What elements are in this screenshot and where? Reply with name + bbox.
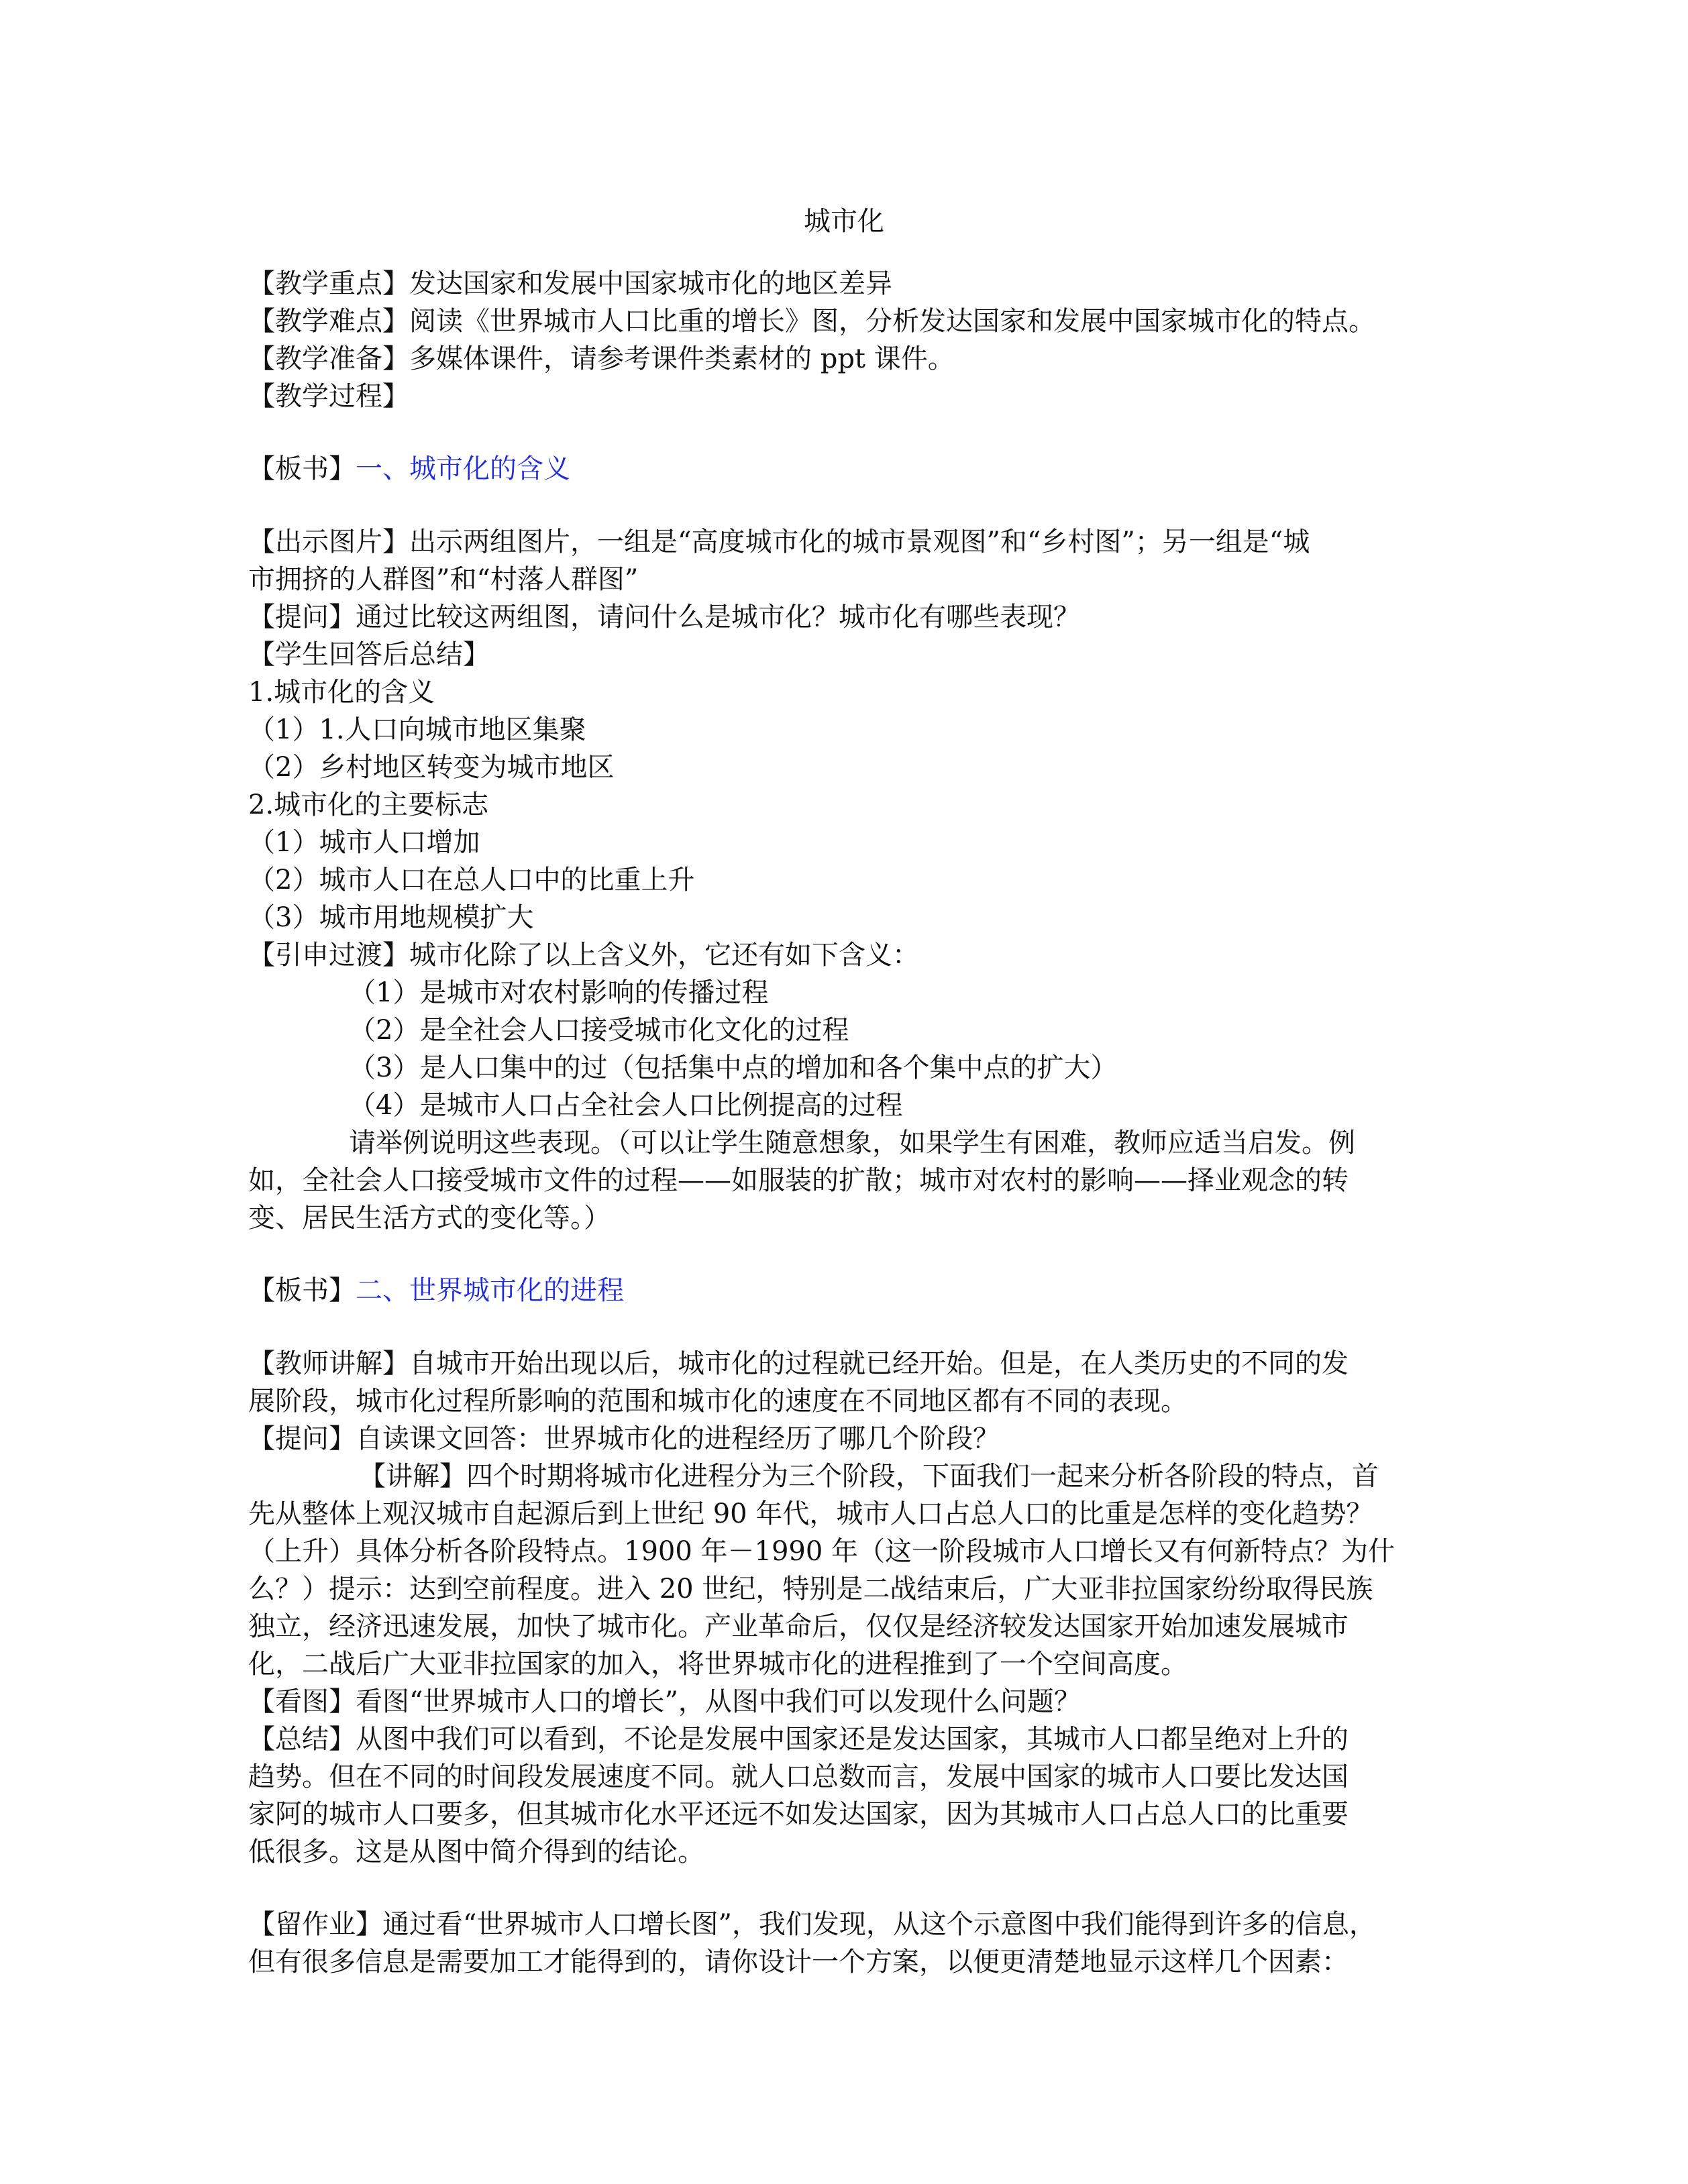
section2-title: 二、世界城市化的进程 xyxy=(356,1275,624,1306)
section1-line: 2.城市化的主要标志 xyxy=(248,789,489,820)
section1-tag: 【板书】 xyxy=(248,453,356,484)
section1-line: （1）城市人口增加 xyxy=(248,827,480,858)
section1-line: 【学生回答后总结】 xyxy=(248,639,490,670)
section2-line: 【看图】看图“世界城市人口的增长”，从图中我们可以发现什么问题？ xyxy=(248,1686,1081,1717)
example-paragraph-line: 变、居民生活方式的变化等。） xyxy=(248,1203,611,1234)
meaning-item: （2）是全社会人口接受城市化文化的过程 xyxy=(349,1015,849,1046)
section1-line: 市拥挤的人群图”和“村落人群图” xyxy=(248,564,639,595)
section1-title: 一、城市化的含义 xyxy=(356,453,570,484)
example-paragraph-line: 请举例说明这些表现。（可以让学生随意想象，如果学生有困难，教师应适当启发。例 xyxy=(349,1128,1355,1158)
section2-line: 化，二战后广大亚非拉国家的加入，将世界城市化的进程推到了一个空间高度。 xyxy=(248,1649,1188,1680)
section1-line: 【出示图片】出示两组图片，一组是“高度城市化的城市景观图”和“乡村图”；另一组是“城 xyxy=(248,527,1310,557)
section2-line: 【教师讲解】自城市开始出现以后，城市化的过程就已经开始。但是，在人类历史的不同的发 xyxy=(248,1348,1349,1379)
section2-line: 展阶段，城市化过程所影响的范围和城市化的速度在不同地区都有不同的表现。 xyxy=(248,1386,1188,1417)
section1-line: （3）城市用地规模扩大 xyxy=(248,902,534,933)
teaching-difficulty: 【教学难点】阅读《世界城市人口比重的增长》图，分析发达国家和发展中国家城市化的特点。 xyxy=(248,306,1375,337)
section1-heading xyxy=(248,450,570,488)
section1-line: 1.城市化的含义 xyxy=(248,677,435,708)
section2-line: 低很多。这是从图中简介得到的结论。 xyxy=(248,1837,704,1867)
section2-line: 独立，经济迅速发展，加快了城市化。产业革命后，仅仅是经济较发达国家开始加速发展城市 xyxy=(248,1611,1349,1642)
section1-line: （1）1.人口向城市地区集聚 xyxy=(248,714,586,745)
page-title: 城市化 xyxy=(804,206,884,237)
section1-line: （2）城市人口在总人口中的比重上升 xyxy=(248,865,695,895)
section2-heading xyxy=(248,1272,624,1309)
section2-line: 么？）提示：达到空前程度。进入 20 世纪，特别是二战结束后，广大亚非拉国家纷纷取得民族 xyxy=(248,1574,1373,1604)
homework-line: 但有很多信息是需要加工才能得到的，请你设计一个方案，以便更清楚地显示这样几个因素： xyxy=(248,1947,1349,1977)
section1-line: 【引申过渡】城市化除了以上含义外，它还有如下含义： xyxy=(248,940,919,971)
section2-tag: 【板书】 xyxy=(248,1275,356,1306)
meaning-item: （3）是人口集中的过（包括集中点的增加和各个集中点的扩大） xyxy=(349,1052,1118,1083)
section1-line: 【提问】通过比较这两组图，请问什么是城市化？城市化有哪些表现？ xyxy=(248,602,1080,633)
section2-line: （上升）具体分析各阶段特点。1900 年－1990 年（这一阶段城市人口增长又有何新特点？为什 xyxy=(248,1536,1395,1567)
section2-line: 趋势。但在不同的时间段发展速度不同。就人口总数而言，发展中国家的城市人口要比发达国 xyxy=(248,1761,1349,1792)
example-paragraph-line: 如，全社会人口接受城市文件的过程——如服装的扩散；城市对农村的影响——择业观念的转 xyxy=(248,1165,1349,1196)
section2-line: 家阿的城市人口要多，但其城市化水平还远不如发达国家，因为其城市人口占总人口的比重要 xyxy=(248,1799,1349,1830)
meaning-item: （4）是城市人口占全社会人口比例提高的过程 xyxy=(349,1090,903,1121)
teaching-process: 【教学过程】 xyxy=(248,381,409,412)
section1-line: （2）乡村地区转变为城市地区 xyxy=(248,752,615,783)
section2-line: 【总结】从图中我们可以看到，不论是发展中国家还是发达国家，其城市人口都呈绝对上升的 xyxy=(248,1724,1349,1755)
teaching-preparation: 【教学准备】多媒体课件，请参考课件类素材的 ppt 课件。 xyxy=(248,343,955,374)
section2-line: 先从整体上观汉城市自起源后到上世纪 90 年代，城市人口占总人口的比重是怎样的变化趋势？ xyxy=(248,1498,1373,1529)
teaching-focus: 【教学重点】发达国家和发展中国家城市化的地区差异 xyxy=(248,268,892,299)
homework-line: 【留作业】通过看“世界城市人口增长图”，我们发现，从这个示意图中我们能得到许多的信息， xyxy=(248,1909,1376,1940)
section2-line: 【提问】自读课文回答：世界城市化的进程经历了哪几个阶段？ xyxy=(248,1423,1000,1454)
meaning-item: （1）是城市对农村影响的传播过程 xyxy=(349,977,769,1008)
lecture-line: 【讲解】四个时期将城市化进程分为三个阶段，下面我们一起来分析各阶段的特点，首 xyxy=(359,1461,1379,1492)
